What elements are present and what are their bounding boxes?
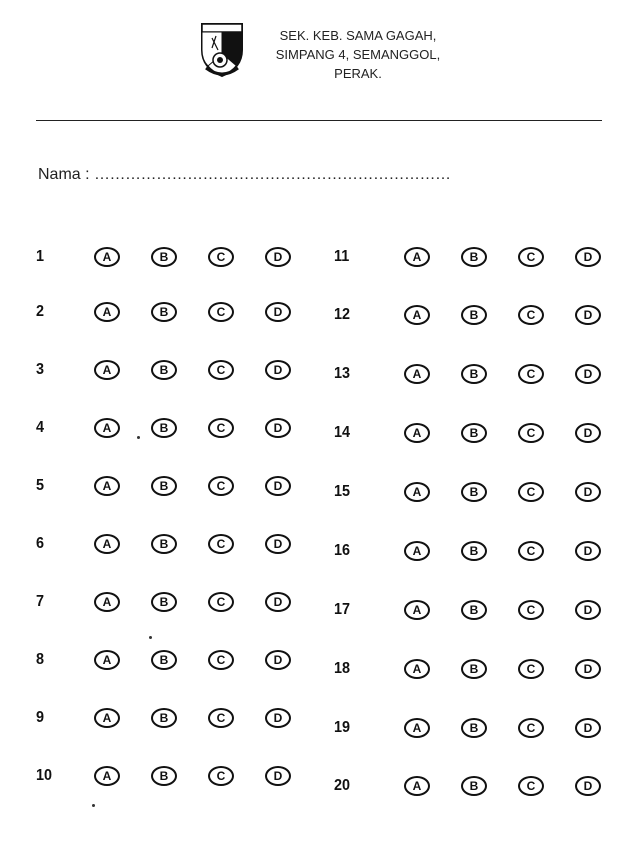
answer-bubble-b[interactable]: B (151, 592, 177, 612)
print-speck (149, 636, 152, 639)
answer-bubble-b[interactable]: B (151, 247, 177, 267)
answer-bubble-a[interactable]: A (404, 659, 430, 679)
answer-bubble-a[interactable]: A (94, 708, 120, 728)
answer-bubble-c[interactable]: C (518, 247, 544, 267)
answer-bubble-b[interactable]: B (461, 364, 487, 384)
question-row (334, 713, 601, 743)
answer-bubble-d[interactable]: D (575, 305, 601, 325)
question-row (36, 587, 291, 617)
answer-bubble-b[interactable]: B (461, 718, 487, 738)
answer-bubble-d[interactable]: D (575, 482, 601, 502)
question-row (334, 477, 601, 507)
question-row (334, 595, 601, 625)
print-speck (137, 436, 140, 439)
answer-bubble-c[interactable]: C (518, 600, 544, 620)
question-row (334, 418, 601, 448)
question-number: 20 (334, 777, 351, 794)
answer-bubble-c[interactable]: C (208, 476, 234, 496)
answer-bubble-d[interactable]: D (575, 541, 601, 561)
question-number: 1 (36, 248, 45, 265)
school-state-line: PERAK. (334, 66, 382, 81)
answer-bubble-a[interactable]: A (404, 718, 430, 738)
answer-bubble-b[interactable]: B (151, 360, 177, 380)
answer-bubble-b[interactable]: B (151, 650, 177, 670)
answer-bubble-c[interactable]: C (208, 360, 234, 380)
answer-bubble-d[interactable]: D (265, 592, 291, 612)
question-row (36, 703, 291, 733)
answer-bubble-d[interactable]: D (265, 247, 291, 267)
question-row (36, 242, 291, 272)
answer-bubble-b[interactable]: B (461, 600, 487, 620)
question-row (36, 355, 291, 385)
answer-bubble-a[interactable]: A (94, 766, 120, 786)
answer-bubble-d[interactable]: D (575, 364, 601, 384)
question-number: 5 (36, 477, 45, 494)
answer-bubble-a[interactable]: A (404, 482, 430, 502)
question-number: 2 (36, 303, 45, 320)
question-number: 9 (36, 709, 45, 726)
answer-bubble-c[interactable]: C (518, 776, 544, 796)
answer-bubble-b[interactable]: B (461, 482, 487, 502)
answer-bubble-c[interactable]: C (518, 541, 544, 561)
question-number: 15 (334, 483, 351, 500)
answer-bubble-b[interactable]: B (461, 541, 487, 561)
answer-bubble-c[interactable]: C (518, 305, 544, 325)
school-location-line: SIMPANG 4, SEMANGGOL, (275, 47, 441, 62)
answer-bubble-b[interactable]: B (461, 247, 487, 267)
question-number: 19 (334, 719, 351, 736)
answer-bubble-d[interactable]: D (265, 708, 291, 728)
question-row (36, 297, 291, 327)
answer-bubble-b[interactable]: B (151, 476, 177, 496)
answer-bubble-d[interactable]: D (575, 247, 601, 267)
answer-bubble-d[interactable]: D (265, 476, 291, 496)
answer-bubble-c[interactable]: C (208, 650, 234, 670)
question-row (334, 654, 601, 684)
answer-bubble-d[interactable]: D (265, 360, 291, 380)
answer-bubble-a[interactable]: A (404, 364, 430, 384)
question-number: 18 (334, 660, 351, 677)
question-number: 16 (334, 542, 351, 559)
print-speck (92, 804, 95, 807)
answer-bubble-b[interactable]: B (461, 776, 487, 796)
question-row (334, 359, 601, 389)
question-row (36, 645, 291, 675)
answer-bubble-c[interactable]: C (208, 766, 234, 786)
answer-bubble-c[interactable]: C (518, 364, 544, 384)
answer-bubble-a[interactable]: A (404, 305, 430, 325)
answer-bubble-a[interactable]: A (94, 476, 120, 496)
answer-bubble-c[interactable]: C (208, 247, 234, 267)
answer-bubble-c[interactable]: C (518, 659, 544, 679)
question-number: 12 (334, 306, 351, 323)
question-number: 6 (36, 535, 45, 552)
question-row (334, 536, 601, 566)
question-row (36, 471, 291, 501)
question-number: 7 (36, 593, 45, 610)
answer-bubble-a[interactable]: A (404, 247, 430, 267)
answer-bubble-d[interactable]: D (265, 302, 291, 322)
name-blank-line[interactable]: …………………………………………………………… (94, 166, 451, 183)
answer-bubble-b[interactable]: B (151, 766, 177, 786)
answer-bubble-d[interactable]: D (265, 766, 291, 786)
answer-bubble-a[interactable]: A (94, 650, 120, 670)
answer-bubble-b[interactable]: B (151, 418, 177, 438)
answer-bubble-c[interactable]: C (208, 418, 234, 438)
question-number: 4 (36, 419, 45, 436)
answer-bubble-d[interactable]: D (575, 718, 601, 738)
answer-bubble-b[interactable]: B (151, 302, 177, 322)
answer-bubble-d[interactable]: D (575, 776, 601, 796)
answer-bubble-a[interactable]: A (404, 776, 430, 796)
answer-bubble-b[interactable]: B (461, 423, 487, 443)
answer-bubble-d[interactable]: D (265, 534, 291, 554)
answer-bubble-d[interactable]: D (575, 659, 601, 679)
question-number: 8 (36, 651, 45, 668)
question-row (36, 529, 291, 559)
answer-bubble-d[interactable]: D (575, 423, 601, 443)
answer-bubble-a[interactable]: A (94, 534, 120, 554)
question-row (334, 771, 601, 801)
question-number: 10 (36, 767, 53, 784)
answer-bubble-c[interactable]: C (518, 482, 544, 502)
answer-bubble-c[interactable]: C (208, 708, 234, 728)
answer-bubble-d[interactable]: D (575, 600, 601, 620)
question-row (36, 413, 291, 443)
question-row (334, 300, 601, 330)
answer-bubble-b[interactable]: B (151, 708, 177, 728)
name-label: Nama : (38, 166, 95, 183)
answer-bubble-a[interactable]: A (94, 302, 120, 322)
answer-bubble-a[interactable]: A (94, 418, 120, 438)
answer-bubble-d[interactable]: D (265, 650, 291, 670)
question-number: 14 (334, 424, 351, 441)
answer-bubble-a[interactable]: A (404, 600, 430, 620)
school-name-line: SEK. KEB. SAMA GAGAH, (279, 28, 437, 43)
answer-bubble-a[interactable]: A (94, 592, 120, 612)
answer-bubble-c[interactable]: C (518, 423, 544, 443)
question-number: 3 (36, 361, 45, 378)
answer-bubble-b[interactable]: B (461, 305, 487, 325)
answer-bubble-d[interactable]: D (265, 418, 291, 438)
answer-bubble-a[interactable]: A (94, 360, 120, 380)
answer-bubble-a[interactable]: A (94, 247, 120, 267)
answer-bubble-b[interactable]: B (461, 659, 487, 679)
answer-bubble-c[interactable]: C (518, 718, 544, 738)
answer-bubble-a[interactable]: A (404, 541, 430, 561)
answer-bubble-c[interactable]: C (208, 534, 234, 554)
answer-bubble-c[interactable]: C (208, 592, 234, 612)
answer-bubble-c[interactable]: C (208, 302, 234, 322)
question-number: 11 (334, 248, 350, 265)
question-row (36, 761, 291, 791)
answer-bubble-a[interactable]: A (404, 423, 430, 443)
question-row (334, 242, 601, 272)
answer-bubble-b[interactable]: B (151, 534, 177, 554)
question-number: 13 (334, 365, 351, 382)
question-number: 17 (334, 601, 351, 618)
